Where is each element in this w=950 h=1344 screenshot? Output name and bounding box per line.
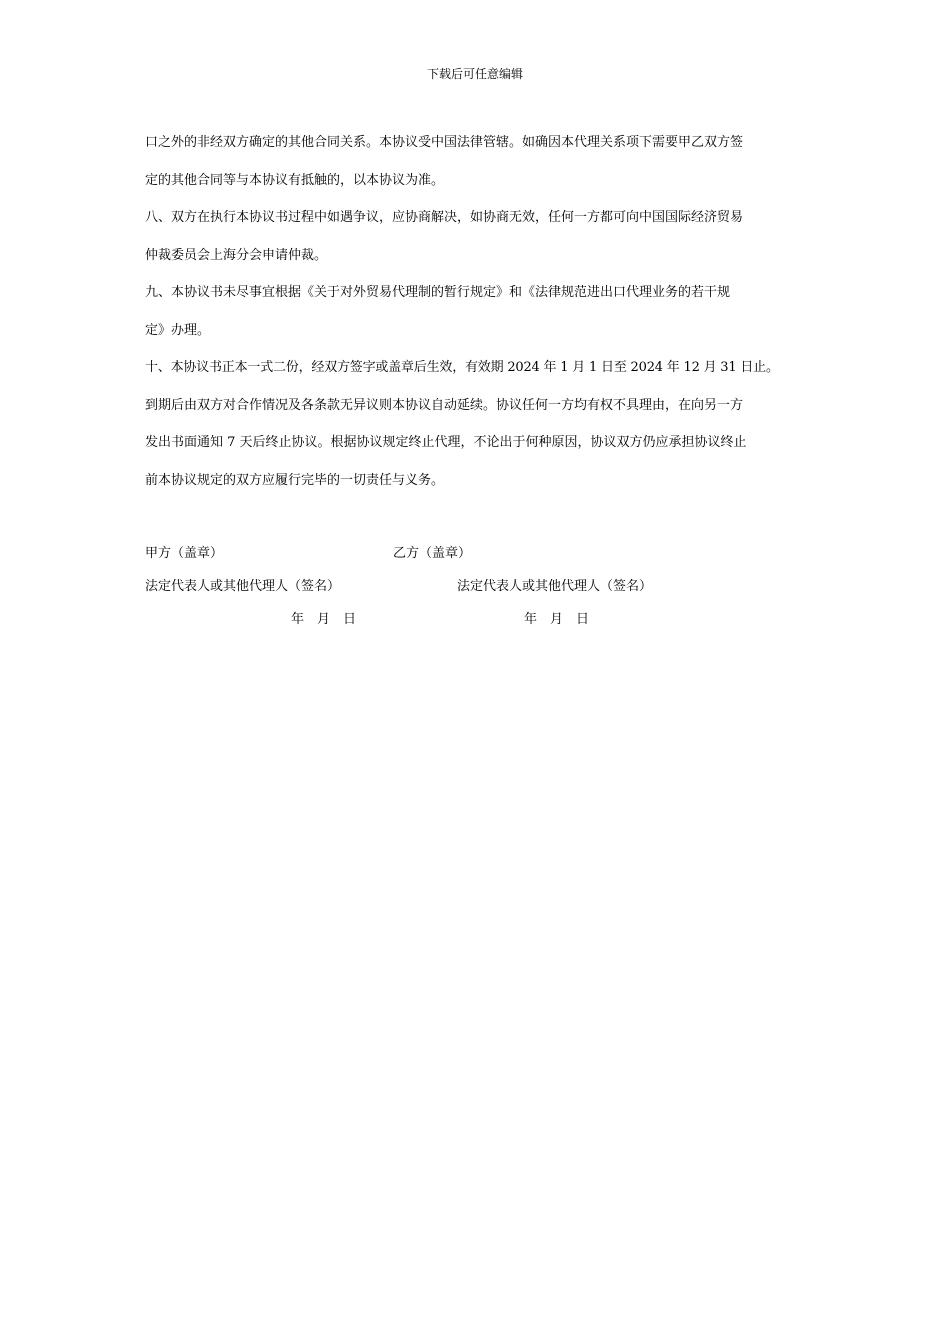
body-line: 八、双方在执行本协议书过程中如遇争议，应协商解决，如协商无效，任何一方都可向中国国际经济贸易 — [145, 210, 744, 225]
body-line: 仲裁委员会上海分会申请仲裁。 — [145, 247, 328, 263]
body-line: 定》办理。 — [145, 322, 211, 338]
agreement-body — [145, 124, 825, 499]
body-line: 十、本协议书正本一式二份，经双方签字或盖章后生效，有效期 2024 年 1 月 1 日至 2024 年 12 月 31 日止。 — [145, 360, 779, 375]
body-line: 口之外的非经双方确定的其他合同关系。本协议受中国法律管辖。如确因本代理关系项下需要甲乙双方签 — [145, 135, 744, 150]
body-line: 定的其他合同等与本协议有抵触的，以本协议为准。 — [145, 172, 445, 188]
party-a-seal-label: 甲方（盖章） — [145, 546, 224, 561]
party-b-seal-label: 乙方（盖章） — [393, 546, 472, 561]
body-line: 九、本协议书未尽事宜根据《关于对外贸易代理制的暂行规定》和《法律规范进出口代理业务的若干规 — [145, 285, 731, 300]
body-line: 前本协议规定的双方应履行完毕的一切责任与义务。 — [145, 472, 445, 488]
party-a-representative-label: 法定代表人或其他代理人（签名） — [145, 579, 341, 594]
party-b-representative-label: 法定代表人或其他代理人（签名） — [457, 579, 653, 594]
body-line: 发出书面通知 7 天后终止协议。根据协议规定终止代理，不论出于何种原因，协议双方仍应承担协议终止 — [145, 435, 747, 450]
party-a-date-label: 年 月 日 — [291, 612, 357, 627]
page-header-note: 下载后可任意编辑 — [426, 67, 523, 81]
body-line: 到期后由双方对合作情况及各条款无异议则本协议自动延续。协议任何一方均有权不具理由，在向另一方 — [145, 397, 744, 413]
party-b-date-label: 年 月 日 — [524, 612, 590, 627]
